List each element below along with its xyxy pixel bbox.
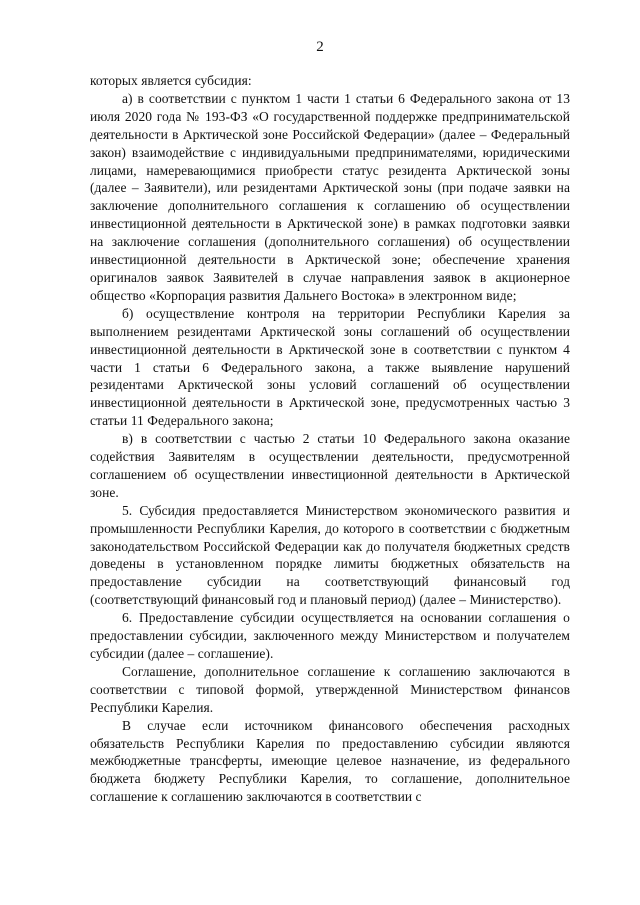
paragraph-clause-6: 6. Предоставление субсидии осуществляется на основании соглашения о предоставлении субсидии, заключенного между Министерством и получателем субсидии (далее – соглашение). xyxy=(90,610,570,661)
paragraph-item-b: б) осуществление контроля на территории Республики Карелия за выполнением резидентами Арктической зоны соглашений об осуществлении инвестиционной деятельности в Арктической зоне в соответствии с пунктом 4 части 1 статьи 6 Федерального закона, а также выявление нарушений резидентами Арктической зоны условий соглашений об осуществлении инвестиционной деятельности в Арктической зоне, предусмотренных частью 3 статьи 11 Федерального закона; xyxy=(90,305,570,429)
paragraph-agreement-form: Соглашение, дополнительное соглашение к соглашению заключаются в соответствии с типовой формой, утвержденной Министерством финансов Республики Карелия. xyxy=(90,663,570,715)
page-number: 2 xyxy=(316,39,324,55)
paragraph-clause-5: 5. Субсидия предоставляется Министерством экономического развития и промышленности Республики Карелия, до которого в соответствии с бюджетным законодательством Российской Федерации как до получателя бюджетных средств доведены в установленном порядке лимиты бюджетных обязательств на предоставление субсидии на соответствующий финансовый год (соответствующий финансовый год и плановый период) (далее – Министерство). xyxy=(90,502,570,608)
paragraph-item-a: а) в соответствии с пунктом 1 части 1 статьи 6 Федерального закона от 13 июля 2020 года № 193-ФЗ «О государственной поддержке предпринимательской деятельности в Арктической зоне Российской Федерации» (далее – Федеральный закон) взаимодействие с индивидуальными предпринимателями, юридическими лицами, намеревающимися приобрести статус резидента Арктической зоны (далее – Заявители), или резидентами Арктической зоны (при подаче заявки на заключение дополнительного соглашения к соглашению об осуществлении инвестиционной деятельности в Арктической зоне) в рамках подготовки заявки на заключение соглашения (дополнительного соглашения) об осуществлении инвестиционной деятельности в Арктической зоне; обеспечение хранения оригиналов заявок Заявителей в случае направления заявок в акционерное общество «Корпорация развития Дальнего Востока» в электронном виде; xyxy=(90,90,570,303)
paragraph-item-v: в) в соответствии с частью 2 статьи 10 Федерального закона оказание содействия Заявителям в осуществлении деятельности, предусмотренной соглашением об осуществлении инвестиционной деятельности в Арктической зоне. xyxy=(90,431,570,500)
paragraph-continuation: которых является субсидия: xyxy=(90,73,252,88)
paragraph-transfers: В случае если источником финансового обеспечения расходных обязательств Республики Карелия по предоставлению субсидии являются межбюджетные трансферты, имеющие целевое назначение, из федерального бюджета бюджету Республики Карелия, то соглашение, дополнительное соглашение к соглашению заключаются в соответствии с xyxy=(90,717,570,805)
document-body xyxy=(90,72,570,806)
